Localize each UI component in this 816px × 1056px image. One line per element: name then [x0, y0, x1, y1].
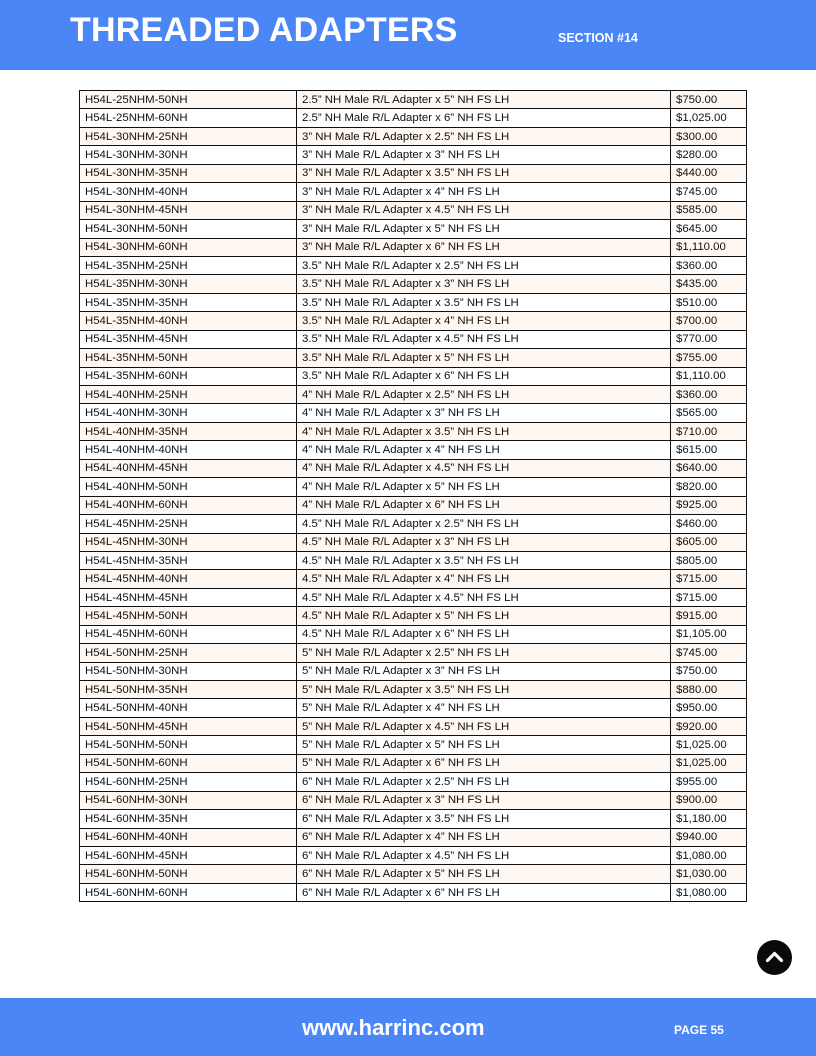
description-cell: 5” NH Male R/L Adapter x 4” NH FS LH [297, 699, 671, 717]
part-number-cell: H54L-50NHM-60NH [80, 754, 297, 772]
price-cell: $1,025.00 [671, 736, 747, 754]
price-cell: $820.00 [671, 478, 747, 496]
price-cell: $805.00 [671, 551, 747, 569]
description-cell: 3” NH Male R/L Adapter x 3.5” NH FS LH [297, 164, 671, 182]
table-row [80, 349, 747, 367]
description-cell: 6” NH Male R/L Adapter x 3.5” NH FS LH [297, 810, 671, 828]
part-number-cell: H54L-60NHM-45NH [80, 846, 297, 864]
price-cell: $925.00 [671, 496, 747, 514]
part-number-cell: H54L-50NHM-30NH [80, 662, 297, 680]
price-cell: $745.00 [671, 183, 747, 201]
part-number-cell: H54L-60NHM-50NH [80, 865, 297, 883]
price-cell: $700.00 [671, 312, 747, 330]
description-cell: 6” NH Male R/L Adapter x 4” NH FS LH [297, 828, 671, 846]
description-cell: 6” NH Male R/L Adapter x 2.5” NH FS LH [297, 773, 671, 791]
part-number-cell: H54L-45NHM-35NH [80, 551, 297, 569]
part-number-cell: H54L-35NHM-35NH [80, 293, 297, 311]
part-number-cell: H54L-40NHM-50NH [80, 478, 297, 496]
part-number-cell: H54L-25NHM-50NH [80, 91, 297, 109]
part-number-cell: H54L-60NHM-35NH [80, 810, 297, 828]
part-number-cell: H54L-40NHM-30NH [80, 404, 297, 422]
price-cell: $615.00 [671, 441, 747, 459]
page-number: PAGE 55 [674, 1023, 724, 1037]
description-cell: 3” NH Male R/L Adapter x 5” NH FS LH [297, 220, 671, 238]
description-cell: 6” NH Male R/L Adapter x 4.5” NH FS LH [297, 846, 671, 864]
price-cell: $920.00 [671, 717, 747, 735]
part-number-cell: H54L-50NHM-50NH [80, 736, 297, 754]
part-number-cell: H54L-50NHM-25NH [80, 644, 297, 662]
description-cell: 4.5” NH Male R/L Adapter x 5” NH FS LH [297, 607, 671, 625]
table-row [80, 109, 747, 127]
description-cell: 4.5” NH Male R/L Adapter x 4” NH FS LH [297, 570, 671, 588]
table-row [80, 183, 747, 201]
description-cell: 2.5” NH Male R/L Adapter x 6” NH FS LH [297, 109, 671, 127]
part-number-cell: H54L-30NHM-30NH [80, 146, 297, 164]
description-cell: 3.5” NH Male R/L Adapter x 6” NH FS LH [297, 367, 671, 385]
description-cell: 4.5” NH Male R/L Adapter x 2.5” NH FS LH [297, 515, 671, 533]
price-cell: $510.00 [671, 293, 747, 311]
price-cell: $565.00 [671, 404, 747, 422]
description-cell: 5” NH Male R/L Adapter x 5” NH FS LH [297, 736, 671, 754]
description-cell: 4” NH Male R/L Adapter x 3” NH FS LH [297, 404, 671, 422]
price-cell: $440.00 [671, 164, 747, 182]
part-number-cell: H54L-60NHM-25NH [80, 773, 297, 791]
description-cell: 4.5” NH Male R/L Adapter x 3.5” NH FS LH [297, 551, 671, 569]
table-row [80, 791, 747, 809]
chevron-up-icon [757, 940, 792, 975]
description-cell: 4” NH Male R/L Adapter x 6” NH FS LH [297, 496, 671, 514]
description-cell: 6” NH Male R/L Adapter x 5” NH FS LH [297, 865, 671, 883]
table-row [80, 164, 747, 182]
table-row [80, 386, 747, 404]
price-cell: $715.00 [671, 570, 747, 588]
table-row [80, 312, 747, 330]
table-row [80, 441, 747, 459]
table-row [80, 220, 747, 238]
description-cell: 3.5” NH Male R/L Adapter x 3.5” NH FS LH [297, 293, 671, 311]
price-cell: $715.00 [671, 588, 747, 606]
description-cell: 3.5” NH Male R/L Adapter x 4” NH FS LH [297, 312, 671, 330]
price-cell: $360.00 [671, 256, 747, 274]
description-cell: 3” NH Male R/L Adapter x 4.5” NH FS LH [297, 201, 671, 219]
page-footer [0, 998, 816, 1056]
table-row [80, 367, 747, 385]
table-row [80, 404, 747, 422]
table-row [80, 127, 747, 145]
description-cell: 4.5” NH Male R/L Adapter x 3” NH FS LH [297, 533, 671, 551]
part-number-cell: H54L-30NHM-25NH [80, 127, 297, 145]
part-number-cell: H54L-30NHM-35NH [80, 164, 297, 182]
table-row [80, 330, 747, 348]
description-cell: 3.5” NH Male R/L Adapter x 3” NH FS LH [297, 275, 671, 293]
price-cell: $585.00 [671, 201, 747, 219]
table-row [80, 883, 747, 901]
description-cell: 3.5” NH Male R/L Adapter x 2.5” NH FS LH [297, 256, 671, 274]
price-cell: $1,025.00 [671, 109, 747, 127]
description-cell: 3” NH Male R/L Adapter x 3” NH FS LH [297, 146, 671, 164]
part-number-cell: H54L-60NHM-60NH [80, 883, 297, 901]
table-row [80, 275, 747, 293]
price-cell: $955.00 [671, 773, 747, 791]
table-row [80, 238, 747, 256]
description-cell: 4” NH Male R/L Adapter x 5” NH FS LH [297, 478, 671, 496]
part-number-cell: H54L-30NHM-40NH [80, 183, 297, 201]
part-number-cell: H54L-40NHM-45NH [80, 459, 297, 477]
section-label: SECTION #14 [558, 31, 638, 45]
price-table-body [80, 91, 747, 902]
description-cell: 4.5” NH Male R/L Adapter x 4.5” NH FS LH [297, 588, 671, 606]
part-number-cell: H54L-35NHM-45NH [80, 330, 297, 348]
table-row [80, 662, 747, 680]
price-cell: $640.00 [671, 459, 747, 477]
price-cell: $1,110.00 [671, 367, 747, 385]
price-cell: $645.00 [671, 220, 747, 238]
table-row [80, 201, 747, 219]
price-cell: $1,110.00 [671, 238, 747, 256]
scroll-to-top-button[interactable] [757, 940, 792, 975]
price-cell: $1,025.00 [671, 754, 747, 772]
price-cell: $280.00 [671, 146, 747, 164]
part-number-cell: H54L-30NHM-50NH [80, 220, 297, 238]
table-row [80, 422, 747, 440]
description-cell: 5” NH Male R/L Adapter x 3” NH FS LH [297, 662, 671, 680]
part-number-cell: H54L-25NHM-60NH [80, 109, 297, 127]
price-cell: $360.00 [671, 386, 747, 404]
price-cell: $940.00 [671, 828, 747, 846]
part-number-cell: H54L-50NHM-40NH [80, 699, 297, 717]
price-cell: $745.00 [671, 644, 747, 662]
table-row [80, 681, 747, 699]
description-cell: 5” NH Male R/L Adapter x 6” NH FS LH [297, 754, 671, 772]
part-number-cell: H54L-45NHM-25NH [80, 515, 297, 533]
table-row [80, 754, 747, 772]
description-cell: 3” NH Male R/L Adapter x 6” NH FS LH [297, 238, 671, 256]
table-row [80, 146, 747, 164]
price-cell: $900.00 [671, 791, 747, 809]
table-row [80, 478, 747, 496]
description-cell: 4” NH Male R/L Adapter x 4.5” NH FS LH [297, 459, 671, 477]
page-title: THREADED ADAPTERS [70, 11, 458, 49]
description-cell: 5” NH Male R/L Adapter x 3.5” NH FS LH [297, 681, 671, 699]
price-cell: $770.00 [671, 330, 747, 348]
price-cell: $435.00 [671, 275, 747, 293]
part-number-cell: H54L-60NHM-40NH [80, 828, 297, 846]
part-number-cell: H54L-40NHM-35NH [80, 422, 297, 440]
price-cell: $750.00 [671, 662, 747, 680]
table-row [80, 717, 747, 735]
description-cell: 3” NH Male R/L Adapter x 2.5” NH FS LH [297, 127, 671, 145]
description-cell: 4” NH Male R/L Adapter x 3.5” NH FS LH [297, 422, 671, 440]
price-cell: $915.00 [671, 607, 747, 625]
part-number-cell: H54L-50NHM-35NH [80, 681, 297, 699]
part-number-cell: H54L-30NHM-60NH [80, 238, 297, 256]
description-cell: 3.5” NH Male R/L Adapter x 4.5” NH FS LH [297, 330, 671, 348]
table-row [80, 256, 747, 274]
table-row [80, 810, 747, 828]
part-number-cell: H54L-40NHM-40NH [80, 441, 297, 459]
table-row [80, 644, 747, 662]
part-number-cell: H54L-50NHM-45NH [80, 717, 297, 735]
part-number-cell: H54L-60NHM-30NH [80, 791, 297, 809]
price-table [79, 90, 747, 902]
table-row [80, 551, 747, 569]
table-row [80, 588, 747, 606]
price-cell: $950.00 [671, 699, 747, 717]
description-cell: 3” NH Male R/L Adapter x 4” NH FS LH [297, 183, 671, 201]
description-cell: 4” NH Male R/L Adapter x 2.5” NH FS LH [297, 386, 671, 404]
price-cell: $1,030.00 [671, 865, 747, 883]
description-cell: 4” NH Male R/L Adapter x 4” NH FS LH [297, 441, 671, 459]
table-row [80, 496, 747, 514]
price-cell: $1,105.00 [671, 625, 747, 643]
price-cell: $1,180.00 [671, 810, 747, 828]
price-cell: $750.00 [671, 91, 747, 109]
part-number-cell: H54L-40NHM-60NH [80, 496, 297, 514]
table-row [80, 865, 747, 883]
price-cell: $755.00 [671, 349, 747, 367]
table-row [80, 91, 747, 109]
price-cell: $1,080.00 [671, 846, 747, 864]
price-cell: $300.00 [671, 127, 747, 145]
part-number-cell: H54L-45NHM-45NH [80, 588, 297, 606]
table-row [80, 515, 747, 533]
price-cell: $605.00 [671, 533, 747, 551]
description-cell: 2.5” NH Male R/L Adapter x 5” NH FS LH [297, 91, 671, 109]
part-number-cell: H54L-35NHM-25NH [80, 256, 297, 274]
part-number-cell: H54L-45NHM-30NH [80, 533, 297, 551]
page-header [0, 0, 816, 70]
table-row [80, 736, 747, 754]
website-link[interactable]: www.harrinc.com [302, 1015, 485, 1040]
price-cell: $1,080.00 [671, 883, 747, 901]
table-row [80, 459, 747, 477]
part-number-cell: H54L-35NHM-30NH [80, 275, 297, 293]
description-cell: 6” NH Male R/L Adapter x 3” NH FS LH [297, 791, 671, 809]
description-cell: 4.5” NH Male R/L Adapter x 6” NH FS LH [297, 625, 671, 643]
part-number-cell: H54L-40NHM-25NH [80, 386, 297, 404]
description-cell: 6” NH Male R/L Adapter x 6” NH FS LH [297, 883, 671, 901]
price-cell: $710.00 [671, 422, 747, 440]
price-cell: $460.00 [671, 515, 747, 533]
part-number-cell: H54L-35NHM-50NH [80, 349, 297, 367]
part-number-cell: H54L-30NHM-45NH [80, 201, 297, 219]
part-number-cell: H54L-45NHM-60NH [80, 625, 297, 643]
price-cell: $880.00 [671, 681, 747, 699]
table-row [80, 625, 747, 643]
part-number-cell: H54L-35NHM-40NH [80, 312, 297, 330]
table-row [80, 607, 747, 625]
part-number-cell: H54L-45NHM-40NH [80, 570, 297, 588]
table-row [80, 533, 747, 551]
table-row [80, 773, 747, 791]
description-cell: 5” NH Male R/L Adapter x 2.5” NH FS LH [297, 644, 671, 662]
table-row [80, 828, 747, 846]
table-row [80, 570, 747, 588]
table-row [80, 293, 747, 311]
description-cell: 3.5” NH Male R/L Adapter x 5” NH FS LH [297, 349, 671, 367]
part-number-cell: H54L-45NHM-50NH [80, 607, 297, 625]
part-number-cell: H54L-35NHM-60NH [80, 367, 297, 385]
description-cell: 5” NH Male R/L Adapter x 4.5” NH FS LH [297, 717, 671, 735]
table-row [80, 846, 747, 864]
table-row [80, 699, 747, 717]
